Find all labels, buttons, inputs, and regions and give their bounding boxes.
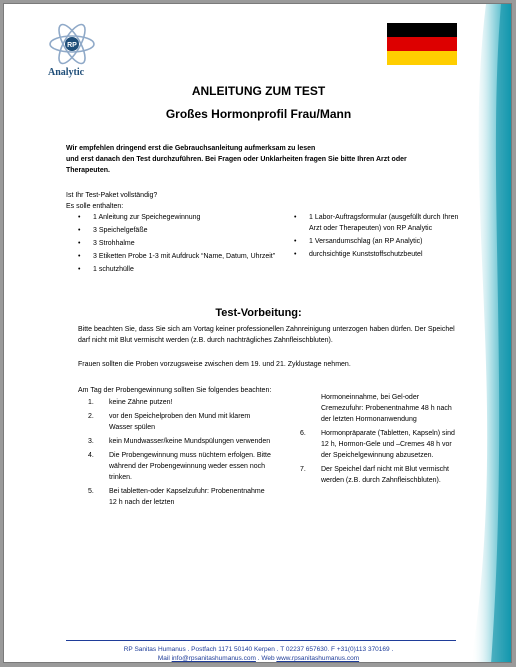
decorative-teal-band [451,4,511,663]
list-item [300,464,458,486]
list-item: • 3 Strohhalme [78,238,278,249]
page-subtitle: Großes Hormonprofil Frau/Mann [165,107,352,121]
list-item: • 1 Versandumschlag (an RP Analytic) [294,236,464,247]
step-text: Der Speichel darf nicht mit Blut vermischt werden (z.B. durch Zahnfleischbluten). [321,466,449,484]
list-item: • 3 Etiketten Probe 1-3 mit Aufdruck “Name, Datum, Uhrzeit” [78,251,278,262]
step-number: 3. [88,438,94,445]
step-text: Die Probengewinnung muss nüchtern erfolgen. Bitte während der Probengewinnung weder essen noch trinken. [109,452,271,481]
question-line: Ist Ihr Test-Paket vollständig? [66,192,158,199]
step-number: 6. [300,430,306,437]
question-line: Es solle enthalten: [66,203,124,210]
list-item: • durchsichtige Kunststoffschutzbeutel [294,249,464,260]
paragraph-sampling-day: Am Tag der Probengewinnung sollten Sie folgendes beachten: [78,387,272,394]
logo-text: Analytic [48,67,85,78]
list-item [88,411,273,433]
step-number: 4. [88,452,94,459]
step-text: Hormonpräparate (Tabletten, Kapseln) sind 12 h, Hormon-Gele und –Cremes 48 h vor der Speichelgewinnung abzusetzen. [321,430,455,459]
contents-list-right [294,212,464,262]
footer [4,645,512,663]
document-page [3,3,512,663]
step-number: 5. [88,488,94,495]
web-label: . Web [257,655,275,662]
step-text: keine Zähne putzen! [109,399,173,406]
list-item: • 3 Speichelgefäße [78,225,278,236]
logo-mark: RP [67,42,77,49]
list-item [300,428,458,461]
paragraph-cleaning: Bitte beachten Sie, dass Sie sich am Vortag keiner professionellen Zahnreinigung unterzogen haben dürfen. Der Speichel darf nicht mit Blut vermischt werden (z.B. durch nachträgliches Zahnfleischbluten). [78,326,455,344]
list-item [88,436,273,447]
list-item [88,397,273,408]
web-link[interactable]: www.rpsanitashumanus.com [276,655,360,662]
footer-contact [4,654,512,663]
steps-list-left [88,397,273,511]
list-item: • 1 schutzhülle [78,264,278,275]
paragraph-cycle: Frauen sollten die Proben vorzugsweise zwischen dem 19. und 21. Zyklustage nehmen. [78,361,351,368]
intro-line: Therapeuten. [66,167,110,174]
intro-line: Wir empfehlen dringend erst die Gebrauchsanleitung aufmerksam zu lesen [66,145,316,152]
mail-label: Mail [157,655,170,662]
step-number: 1. [88,399,94,406]
step-text: vor den Speichelproben den Mund mit klarem Wasser spülen [109,413,251,431]
mail-link[interactable]: info@rpsanitashumanus.com [171,655,256,662]
footer-divider [66,640,456,641]
list-item: • 1 Labor-Auftragsformular (ausgefüllt durch Ihren Arzt oder Therapeuten) von RP Analytic [294,212,464,234]
step-text: kein Mundwasser/keine Mundspülungen verwenden [109,438,271,445]
step-continuation: Hormoneinnahme, bei Gel-oder Cremezufuhr: Probenentnahme 48 h nach der letzten Hormonanwendung [321,394,452,423]
german-flag-icon [387,23,457,65]
list-item [88,486,273,508]
step-number: 2. [88,413,94,420]
page-title: ANLEITUNG ZUM TEST [191,84,326,98]
section-title-preparation: Test-Vorbeitung: [215,307,302,319]
steps-list-right [300,392,458,489]
intro-line: und erst danach den Test durchzuführen. Bei Fragen oder Unklarheiten fragen Sie bitte Ihren Arzt oder [66,156,407,163]
footer-address: RP Sanitas Humanus . Postfach 1171 50140 Kerpen . T 02237 657630. F +31(0)113 370169 . [123,646,394,653]
step-text: Bei tabletten-oder Kapselzufuhr: Probenentnahme 12 h nach der letzten [109,488,265,506]
package-question [66,190,157,212]
list-item [88,450,273,483]
contents-list-left [78,212,278,277]
step-number: 7. [300,466,306,473]
list-item: • 1 Anleitung zur Speichegewinnung [78,212,278,223]
intro-text [66,143,446,176]
